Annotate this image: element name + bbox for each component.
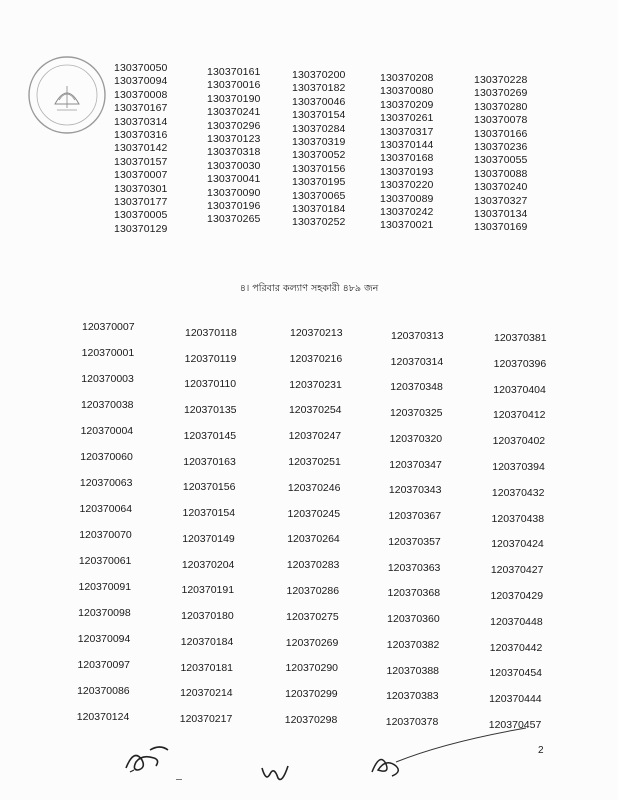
bottom-id-value: 120370214 xyxy=(180,687,233,700)
bottom-id-value: 120370110 xyxy=(184,378,237,391)
top-id-value: 130370090 xyxy=(207,186,261,199)
bottom-id-value: 120370367 xyxy=(388,510,442,523)
bottom-id-value: 120370299 xyxy=(285,688,338,701)
top-id-value: 130370161 xyxy=(207,66,261,78)
top-id-value: 130370030 xyxy=(207,159,261,172)
bottom-id-value: 120370181 xyxy=(180,661,233,674)
top-id-value: 130370316 xyxy=(114,129,168,142)
bottom-id-value: 120370404 xyxy=(493,383,546,396)
top-id-value: 130370094 xyxy=(114,75,168,88)
bottom-id-value: 120370124 xyxy=(76,711,130,723)
bottom-id-value: 120370001 xyxy=(81,347,135,359)
bottom-id-value: 120370098 xyxy=(78,607,131,619)
bottom-id-value: 120370163 xyxy=(183,455,236,468)
bottom-id-value: 120370003 xyxy=(81,373,134,385)
top-id-value: 130370318 xyxy=(207,146,261,159)
bottom-id-value: 120370412 xyxy=(492,409,546,422)
bottom-id-value: 120370347 xyxy=(389,458,442,471)
top-column-1 xyxy=(114,62,167,236)
bottom-id-value: 120370402 xyxy=(492,435,546,448)
top-id-value: 130370177 xyxy=(114,196,168,209)
top-id-value: 130370195 xyxy=(292,176,346,189)
signature-3-icon xyxy=(366,722,536,782)
top-id-value: 130370052 xyxy=(292,149,346,162)
bottom-id-value: 120370283 xyxy=(286,559,340,572)
top-id-value: 130370314 xyxy=(114,115,168,128)
top-id-value: 130370240 xyxy=(474,181,528,194)
signature-1-icon xyxy=(120,740,180,776)
bottom-id-value: 120370357 xyxy=(388,535,441,548)
top-id-value: 130370021 xyxy=(380,219,434,232)
top-id-value: 130370154 xyxy=(292,109,346,122)
top-id-value: 130370007 xyxy=(114,169,168,182)
section-heading: ৪। পরিবার কল্যাণ সহকারী ৪৮৯ জন xyxy=(239,283,379,294)
page-number: 2 xyxy=(538,745,544,756)
top-column-4 xyxy=(380,72,433,233)
top-id-value: 130370169 xyxy=(474,221,528,234)
bottom-id-value: 120370254 xyxy=(288,404,342,417)
top-id-value: 130370261 xyxy=(380,112,434,125)
top-id-value: 130370228 xyxy=(474,74,528,86)
bottom-id-value: 120370119 xyxy=(184,352,237,365)
top-id-value: 130370220 xyxy=(380,179,434,192)
bottom-id-value: 120370063 xyxy=(79,477,133,489)
bottom-id-value: 120370245 xyxy=(287,507,341,520)
scan-speck xyxy=(176,779,182,784)
top-id-value: 130370296 xyxy=(207,119,261,132)
top-id-value: 130370317 xyxy=(380,125,434,138)
bottom-id-value: 120370454 xyxy=(489,667,542,680)
signature-2-icon xyxy=(258,760,298,786)
bottom-id-value: 120370004 xyxy=(80,425,134,437)
bottom-id-value: 120370457 xyxy=(488,719,542,731)
top-column-3 xyxy=(292,69,345,230)
bottom-id-value: 120370381 xyxy=(494,332,547,344)
top-id-value: 130370089 xyxy=(380,192,434,205)
top-id-value: 130370129 xyxy=(114,222,168,235)
top-id-value: 130370190 xyxy=(207,92,261,105)
bottom-id-value: 120370246 xyxy=(287,481,341,494)
bottom-id-value: 120370097 xyxy=(77,659,130,671)
bottom-id-value: 120370156 xyxy=(182,481,236,494)
bottom-id-value: 120370091 xyxy=(78,581,132,593)
top-id-value: 130370193 xyxy=(380,165,434,178)
top-id-value: 130370078 xyxy=(474,114,528,127)
bottom-id-value: 120370325 xyxy=(389,407,443,420)
bottom-id-value: 120370154 xyxy=(182,507,236,520)
bottom-id-value: 120370320 xyxy=(389,432,443,445)
top-id-value: 130370166 xyxy=(474,127,528,140)
top-id-value: 130370123 xyxy=(207,133,261,146)
bottom-id-value: 120370424 xyxy=(491,538,544,551)
top-id-value: 130370280 xyxy=(474,100,528,113)
top-id-value: 130370301 xyxy=(114,182,168,195)
top-id-value: 130370236 xyxy=(474,141,528,154)
bottom-id-value: 120370368 xyxy=(387,587,441,600)
top-column-5 xyxy=(474,74,527,235)
bottom-id-value: 120370251 xyxy=(288,456,341,468)
top-id-value: 130370065 xyxy=(292,189,346,202)
bottom-id-value: 120370149 xyxy=(182,532,235,545)
top-id-value: 130370055 xyxy=(474,154,528,167)
top-id-value: 130370265 xyxy=(207,213,261,226)
bottom-id-value: 120370286 xyxy=(286,585,340,597)
bottom-id-value: 120370438 xyxy=(491,512,545,525)
top-id-value: 130370144 xyxy=(380,139,434,152)
top-id-value: 130370008 xyxy=(114,88,168,101)
top-id-value: 130370157 xyxy=(114,155,168,168)
bottom-id-value: 120370298 xyxy=(284,714,338,726)
top-id-value: 130370184 xyxy=(292,203,346,216)
top-id-value: 130370046 xyxy=(292,95,346,108)
bottom-id-value: 120370204 xyxy=(181,558,235,571)
top-id-value: 130370269 xyxy=(474,87,528,100)
bottom-id-value: 120370388 xyxy=(386,664,439,677)
top-id-value: 130370005 xyxy=(114,209,168,222)
bottom-id-value: 120370264 xyxy=(287,533,340,546)
bottom-id-value: 120370313 xyxy=(391,330,444,342)
top-id-value: 130370208 xyxy=(380,72,434,84)
bottom-id-value: 120370348 xyxy=(390,381,443,394)
bottom-id-value: 120370314 xyxy=(390,355,444,368)
bottom-id-value: 120370448 xyxy=(490,615,543,628)
bottom-id-value: 120370429 xyxy=(490,590,544,602)
bottom-id-value: 120370442 xyxy=(489,641,543,654)
top-id-value: 130370167 xyxy=(114,102,168,115)
top-id-value: 130370050 xyxy=(114,62,168,74)
top-id-value: 130370209 xyxy=(380,98,434,111)
bottom-id-value: 120370038 xyxy=(80,399,134,411)
top-id-value: 130370088 xyxy=(474,167,528,180)
top-id-value: 130370284 xyxy=(292,122,346,135)
top-id-value: 130370182 xyxy=(292,82,346,95)
top-id-value: 130370327 xyxy=(474,194,528,207)
top-id-value: 130370041 xyxy=(207,173,261,186)
top-id-value: 130370196 xyxy=(207,200,261,213)
bottom-id-value: 120370363 xyxy=(387,561,441,574)
bottom-id-value: 120370343 xyxy=(388,484,442,497)
bottom-id-value: 120370191 xyxy=(181,584,235,597)
bottom-id-value: 120370216 xyxy=(289,352,343,365)
top-column-2 xyxy=(207,66,260,227)
bottom-id-value: 120370247 xyxy=(288,430,342,443)
top-id-value: 130370016 xyxy=(207,79,261,92)
top-id-value: 130370168 xyxy=(380,152,434,165)
bottom-id-value: 120370007 xyxy=(82,321,135,333)
bottom-id-value: 120370382 xyxy=(386,638,440,651)
bottom-id-value: 120370231 xyxy=(289,378,342,391)
bottom-id-value: 120370145 xyxy=(183,429,237,442)
bottom-id-value: 120370135 xyxy=(183,404,237,417)
top-id-value: 130370319 xyxy=(292,136,346,149)
bottom-id-value: 120370060 xyxy=(80,451,133,463)
bottom-id-value: 120370383 xyxy=(386,690,439,703)
bottom-id-value: 120370394 xyxy=(492,461,545,473)
bottom-id-value: 120370180 xyxy=(181,610,234,623)
top-id-value: 130370242 xyxy=(380,206,434,219)
bottom-id-value: 120370290 xyxy=(285,662,338,675)
bottom-id-value: 120370360 xyxy=(387,613,440,626)
official-seal-icon xyxy=(27,52,109,142)
bottom-id-value: 120370427 xyxy=(490,564,544,577)
bottom-id-value: 120370118 xyxy=(185,327,237,339)
bottom-id-value: 120370269 xyxy=(285,636,339,649)
bottom-id-value: 120370184 xyxy=(180,635,234,648)
top-id-value: 130370200 xyxy=(292,69,346,81)
bottom-id-value: 120370444 xyxy=(489,693,542,706)
bottom-id-value: 120370432 xyxy=(491,486,545,499)
top-id-value: 130370252 xyxy=(292,216,346,229)
bottom-id-value: 120370094 xyxy=(77,633,131,645)
bottom-id-value: 120370217 xyxy=(179,713,233,725)
top-id-value: 130370142 xyxy=(114,142,168,155)
top-id-value: 130370134 xyxy=(474,208,528,221)
bottom-id-value: 120370086 xyxy=(77,685,130,697)
bottom-id-value: 120370275 xyxy=(286,610,339,623)
bottom-id-value: 120370213 xyxy=(290,327,343,339)
bottom-id-value: 120370064 xyxy=(79,503,133,515)
bottom-id-value: 120370378 xyxy=(385,716,439,728)
top-id-value: 130370156 xyxy=(292,162,346,175)
top-id-value: 130370080 xyxy=(380,85,434,98)
bottom-id-value: 120370061 xyxy=(78,555,132,567)
bottom-id-value: 120370396 xyxy=(493,357,547,370)
top-id-value: 130370241 xyxy=(207,106,261,119)
bottom-id-value: 120370070 xyxy=(79,529,132,541)
